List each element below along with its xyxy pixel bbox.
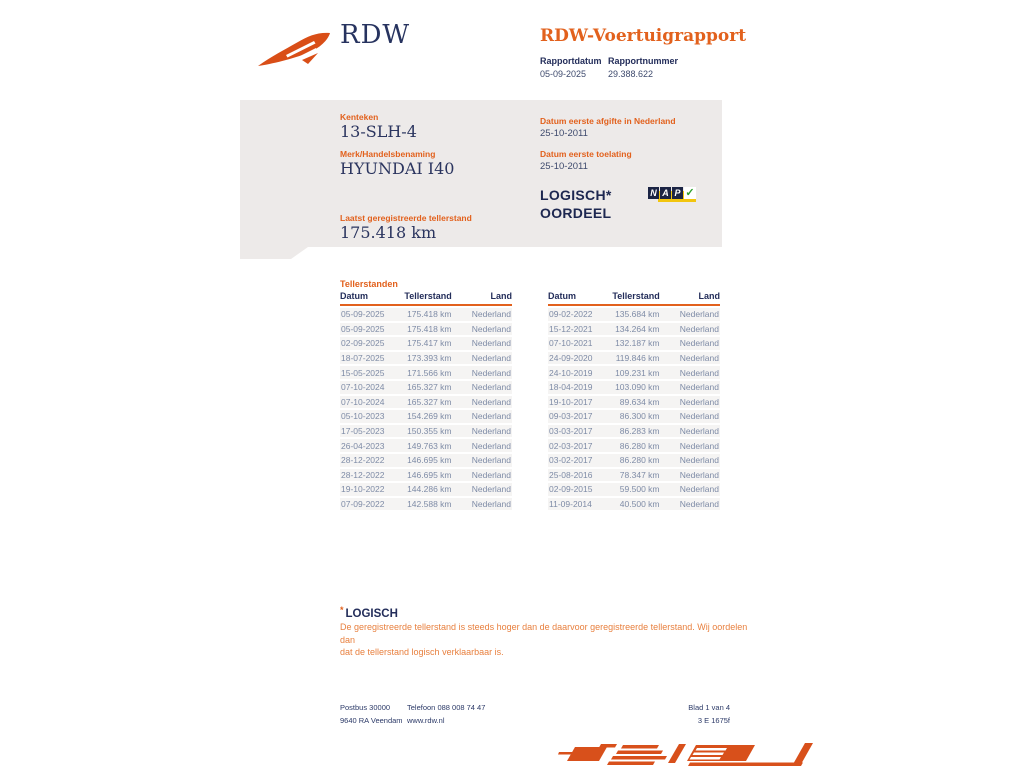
table-row (340, 483, 512, 496)
cell-datum: 25-08-2016 (549, 469, 593, 480)
cell-land: Nederland (679, 411, 719, 422)
cell-datum: 19-10-2017 (549, 396, 593, 407)
rdw-wordmark: RDW (340, 20, 411, 50)
cell-datum: 15-05-2025 (341, 367, 385, 378)
table-row (548, 469, 720, 482)
cell-land: Nederland (679, 499, 719, 510)
cell-land: Nederland (471, 469, 511, 480)
toelating-label: Datum eerste toelating (540, 149, 632, 159)
toelating-value: 25-10-2011 (540, 161, 588, 172)
cell-datum: 02-09-2025 (341, 338, 385, 349)
afgifte-label: Datum eerste afgifte in Nederland (540, 116, 676, 126)
cell-datum: 19-10-2022 (341, 484, 385, 495)
footer-page-indicator: Blad 1 van 4 (688, 703, 730, 712)
nap-logo-icon (648, 187, 698, 206)
nap-letter-n: N (648, 187, 659, 199)
report-number-label: Rapportnummer (608, 56, 679, 66)
cell-tellerstand: 146.695 km (407, 455, 452, 466)
table-row (340, 410, 512, 423)
cell-datum: 09-02-2022 (549, 309, 593, 320)
cell-land: Nederland (471, 323, 511, 334)
nap-check-icon: ✓ (685, 187, 695, 199)
footnote-asterisk: * (340, 605, 344, 615)
vehicle-panel-tail (240, 247, 308, 259)
cell-tellerstand: 175.417 km (407, 338, 452, 349)
col-header-datum: Datum (340, 291, 369, 301)
cell-tellerstand: 89.634 km (619, 396, 660, 407)
cell-land: Nederland (679, 455, 719, 466)
cell-land: Nederland (679, 367, 719, 378)
cell-tellerstand: 175.418 km (407, 309, 452, 320)
cell-tellerstand: 86.280 km (619, 455, 660, 466)
cell-datum: 18-07-2025 (341, 353, 385, 364)
cell-tellerstand: 86.280 km (619, 440, 660, 451)
cell-tellerstand: 119.846 km (615, 353, 660, 364)
cell-tellerstand: 173.393 km (407, 353, 452, 364)
cell-land: Nederland (679, 309, 719, 320)
cell-datum: 24-10-2019 (549, 367, 593, 378)
cell-land: Nederland (471, 396, 511, 407)
table-row (340, 396, 512, 409)
cell-tellerstand: 175.418 km (407, 323, 452, 334)
cell-land: Nederland (679, 426, 719, 437)
cell-datum: 03-02-2017 (549, 455, 593, 466)
cell-tellerstand: 171.566 km (407, 367, 452, 378)
footer-address (340, 701, 403, 727)
cell-datum: 05-09-2025 (341, 309, 385, 320)
cell-land: Nederland (471, 309, 511, 320)
report-date-block (540, 56, 602, 79)
cell-land: Nederland (679, 323, 719, 334)
cell-land: Nederland (679, 396, 719, 407)
tellerstand-value: 175.418 km (340, 223, 437, 242)
table-row (548, 352, 720, 365)
footer-website-link[interactable]: www.rdw.nl (407, 716, 445, 725)
footer-city: 9640 RA Veendam (340, 716, 403, 725)
document-title: RDW-Voertuigrapport (540, 26, 747, 46)
oordeel-line1: LOGISCH* (540, 187, 612, 203)
cell-tellerstand: 150.355 km (407, 426, 452, 437)
col-header-tellerstand: Tellerstand (404, 291, 452, 301)
table-row (548, 337, 720, 350)
cell-datum: 03-03-2017 (549, 426, 593, 437)
cell-tellerstand: 134.264 km (615, 323, 660, 334)
cell-tellerstand: 165.327 km (407, 382, 452, 393)
cell-tellerstand: 132.187 km (615, 338, 660, 349)
cell-land: Nederland (679, 382, 719, 393)
cell-datum: 11-09-2014 (549, 499, 592, 510)
rdw-feather-logo-icon (256, 24, 334, 68)
cell-datum: 05-09-2025 (341, 323, 385, 334)
table-row (548, 454, 720, 467)
table-row (340, 337, 512, 350)
cell-land: Nederland (679, 469, 719, 480)
table-header-row (340, 291, 512, 306)
footnote-text (340, 621, 750, 659)
table-row (340, 454, 512, 467)
table-row (340, 352, 512, 365)
cell-datum: 07-10-2024 (341, 382, 385, 393)
cell-land: Nederland (471, 440, 511, 451)
cell-land: Nederland (471, 426, 511, 437)
oordeel-line2: OORDEEL (540, 205, 612, 221)
cell-land: Nederland (679, 484, 719, 495)
cell-datum: 26-04-2023 (341, 440, 385, 451)
cell-land: Nederland (471, 382, 511, 393)
cell-datum: 02-03-2017 (549, 440, 593, 451)
table-header-row (548, 291, 720, 306)
cell-tellerstand: 78.347 km (619, 469, 660, 480)
oordeel-block (540, 186, 612, 222)
table-row (548, 381, 720, 394)
tables-title: Tellerstanden (340, 279, 398, 289)
cell-land: Nederland (471, 367, 511, 378)
footer-contact (407, 701, 485, 727)
cell-tellerstand: 144.286 km (407, 484, 452, 495)
table-row (548, 323, 720, 336)
footnote-line1: De geregistreerde tellerstand is steeds hoger dan de daarvoor geregistreerde tellerstand. Wij oordelen dan (340, 622, 748, 645)
col-header-land: Land (698, 291, 720, 301)
cell-land: Nederland (679, 338, 719, 349)
rdw-stripes-graphic-icon (545, 741, 813, 768)
footer-form-code: 3 E 1675f (697, 716, 730, 725)
cell-land: Nederland (679, 440, 719, 451)
table-row (548, 308, 720, 321)
footnote-line2: dat de tellerstand logisch verklaarbaar is. (340, 647, 504, 657)
table-row (548, 439, 720, 452)
cell-datum: 28-12-2022 (341, 469, 385, 480)
col-header-tellerstand: Tellerstand (612, 291, 660, 301)
cell-land: Nederland (471, 353, 511, 364)
nap-letter-p: P (672, 187, 683, 199)
cell-tellerstand: 59.500 km (619, 484, 660, 495)
table-row (548, 498, 720, 511)
merk-label: Merk/Handelsbenaming (340, 149, 436, 159)
table-row (340, 308, 512, 321)
report-number-value: 29.388.622 (608, 69, 654, 79)
cell-tellerstand: 142.588 km (407, 499, 452, 510)
footer-postbus: Postbus 30000 (340, 703, 391, 712)
cell-land: Nederland (471, 338, 511, 349)
cell-datum: 28-12-2022 (341, 455, 385, 466)
cell-datum: 05-10-2023 (341, 411, 385, 422)
cell-land: Nederland (679, 353, 719, 364)
table-row (340, 381, 512, 394)
cell-datum: 07-10-2024 (341, 396, 385, 407)
report-number-block (608, 56, 678, 79)
cell-datum: 07-10-2021 (549, 338, 593, 349)
table-row (548, 366, 720, 379)
report-date-label: Rapportdatum (540, 56, 602, 66)
kenteken-label: Kenteken (340, 112, 379, 122)
cell-tellerstand: 103.090 km (615, 382, 660, 393)
table-row (340, 439, 512, 452)
cell-land: Nederland (471, 455, 511, 466)
merk-value: HYUNDAI I40 (340, 159, 455, 178)
cell-datum: 24-09-2020 (549, 353, 593, 364)
footnote-heading (340, 605, 398, 620)
cell-tellerstand: 149.763 km (407, 440, 452, 451)
table-row (548, 410, 720, 423)
table-row (548, 425, 720, 438)
cell-tellerstand: 146.695 km (407, 469, 452, 480)
cell-tellerstand: 86.283 km (619, 426, 660, 437)
afgifte-value: 25-10-2011 (540, 128, 588, 139)
cell-datum: 02-09-2015 (549, 484, 593, 495)
cell-datum: 15-12-2021 (549, 323, 593, 334)
tellerstand-label: Laatst geregistreerde tellerstand (340, 213, 472, 223)
cell-tellerstand: 86.300 km (619, 411, 660, 422)
col-header-land: Land (490, 291, 512, 301)
footer-page-block (630, 701, 730, 727)
footnote-heading-text: LOGISCH (345, 608, 398, 620)
cell-datum: 07-09-2022 (341, 499, 385, 510)
cell-tellerstand: 154.269 km (407, 411, 452, 422)
table-row (340, 323, 512, 336)
cell-land: Nederland (471, 499, 511, 510)
cell-datum: 09-03-2017 (549, 411, 593, 422)
tellerstanden-table-right (548, 291, 720, 510)
table-row (340, 425, 512, 438)
cell-land: Nederland (471, 411, 511, 422)
cell-tellerstand: 165.327 km (407, 396, 452, 407)
col-header-datum: Datum (548, 291, 577, 301)
table-row (340, 469, 512, 482)
cell-tellerstand: 109.231 km (615, 367, 660, 378)
cell-tellerstand: 135.684 km (615, 309, 660, 320)
cell-datum: 18-04-2019 (549, 382, 593, 393)
table-row (340, 498, 512, 511)
cell-datum: 17-05-2023 (341, 426, 385, 437)
kenteken-value: 13-SLH-4 (340, 122, 417, 141)
footer-phone: Telefoon 088 008 74 47 (407, 703, 486, 712)
table-row (548, 483, 720, 496)
nap-letter-a: A (660, 187, 671, 199)
table-row (340, 366, 512, 379)
table-row (548, 396, 720, 409)
cell-land: Nederland (471, 484, 511, 495)
tellerstanden-table-left (340, 291, 512, 510)
report-date-value: 05-09-2025 (540, 69, 587, 79)
cell-tellerstand: 40.500 km (619, 499, 660, 510)
